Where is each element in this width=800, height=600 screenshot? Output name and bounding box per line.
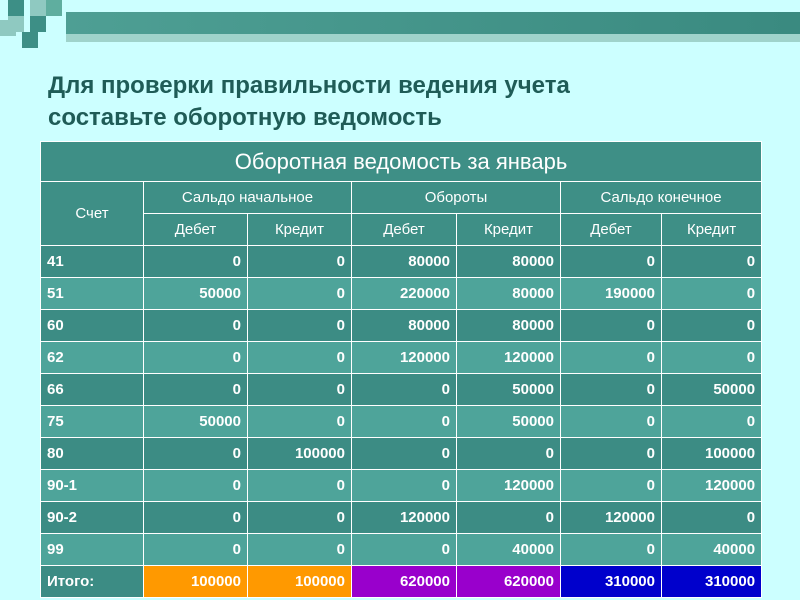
cell-value: 0 bbox=[144, 502, 248, 534]
cell-value: 0 bbox=[561, 438, 662, 470]
cell-value: 120000 bbox=[352, 342, 457, 374]
cell-value: 0 bbox=[561, 470, 662, 502]
cell-value: 80000 bbox=[457, 310, 561, 342]
cell-value: 100000 bbox=[248, 438, 352, 470]
cell-value: 0 bbox=[248, 342, 352, 374]
table-row bbox=[41, 342, 762, 374]
cell-value: 0 bbox=[561, 246, 662, 278]
cell-value: 0 bbox=[662, 278, 762, 310]
cell-account: 51 bbox=[41, 278, 144, 310]
cell-value: 0 bbox=[561, 342, 662, 374]
header-opening-credit: Кредит bbox=[248, 214, 352, 246]
header-turnover-credit: Кредит bbox=[457, 214, 561, 246]
cell-account: 90-2 bbox=[41, 502, 144, 534]
cell-value: 40000 bbox=[662, 534, 762, 566]
cell-value: 0 bbox=[352, 438, 457, 470]
header-account: Счет bbox=[41, 182, 144, 246]
cell-value: 0 bbox=[248, 470, 352, 502]
cell-value: 0 bbox=[144, 438, 248, 470]
cell-value: 0 bbox=[662, 310, 762, 342]
table-row bbox=[41, 502, 762, 534]
table-row bbox=[41, 470, 762, 502]
cell-value: 80000 bbox=[457, 246, 561, 278]
total-turnover-credit: 620000 bbox=[457, 566, 561, 598]
cell-value: 0 bbox=[248, 278, 352, 310]
cell-value: 50000 bbox=[457, 406, 561, 438]
cell-value: 80000 bbox=[352, 310, 457, 342]
cell-value: 0 bbox=[248, 246, 352, 278]
cell-value: 0 bbox=[561, 374, 662, 406]
cell-value: 120000 bbox=[457, 342, 561, 374]
table-row bbox=[41, 310, 762, 342]
total-opening-credit: 100000 bbox=[248, 566, 352, 598]
table-row bbox=[41, 406, 762, 438]
table-row bbox=[41, 374, 762, 406]
cell-account: 99 bbox=[41, 534, 144, 566]
total-closing-debit: 310000 bbox=[561, 566, 662, 598]
cell-value: 0 bbox=[248, 374, 352, 406]
cell-value: 0 bbox=[457, 438, 561, 470]
cell-value: 0 bbox=[352, 534, 457, 566]
header-turnover: Обороты bbox=[352, 182, 561, 214]
cell-account: 90-1 bbox=[41, 470, 144, 502]
cell-value: 0 bbox=[248, 502, 352, 534]
table-title: Оборотная ведомость за январь bbox=[41, 142, 762, 182]
cell-value: 50000 bbox=[457, 374, 561, 406]
cell-account: 66 bbox=[41, 374, 144, 406]
turnover-sheet-table bbox=[40, 141, 762, 598]
cell-value: 0 bbox=[144, 310, 248, 342]
cell-account: 80 bbox=[41, 438, 144, 470]
cell-value: 120000 bbox=[352, 502, 457, 534]
cell-account: 41 bbox=[41, 246, 144, 278]
cell-value: 80000 bbox=[352, 246, 457, 278]
heading-line-2: составьте оборотную ведомость bbox=[48, 104, 442, 131]
cell-value: 0 bbox=[561, 310, 662, 342]
cell-value: 50000 bbox=[662, 374, 762, 406]
total-closing-credit: 310000 bbox=[662, 566, 762, 598]
cell-value: 0 bbox=[561, 534, 662, 566]
cell-value: 80000 bbox=[457, 278, 561, 310]
cell-value: 0 bbox=[248, 310, 352, 342]
total-opening-debit: 100000 bbox=[144, 566, 248, 598]
table-row bbox=[41, 278, 762, 310]
cell-account: 62 bbox=[41, 342, 144, 374]
cell-value: 0 bbox=[352, 406, 457, 438]
cell-value: 0 bbox=[144, 470, 248, 502]
cell-value: 190000 bbox=[561, 278, 662, 310]
cell-value: 0 bbox=[144, 246, 248, 278]
cell-value: 120000 bbox=[457, 470, 561, 502]
cell-value: 0 bbox=[457, 502, 561, 534]
cell-value: 100000 bbox=[662, 438, 762, 470]
heading-line-1: Для проверки правильности ведения учета bbox=[48, 72, 570, 99]
table-row bbox=[41, 246, 762, 278]
table-row bbox=[41, 438, 762, 470]
cell-value: 0 bbox=[662, 342, 762, 374]
total-row bbox=[41, 566, 762, 598]
cell-value: 0 bbox=[662, 406, 762, 438]
cell-value: 40000 bbox=[457, 534, 561, 566]
cell-value: 50000 bbox=[144, 406, 248, 438]
cell-value: 0 bbox=[144, 374, 248, 406]
cell-value: 50000 bbox=[144, 278, 248, 310]
cell-value: 120000 bbox=[561, 502, 662, 534]
header-turnover-debit: Дебет bbox=[352, 214, 457, 246]
total-label: Итого: bbox=[41, 566, 144, 598]
cell-value: 0 bbox=[144, 534, 248, 566]
cell-value: 220000 bbox=[352, 278, 457, 310]
cell-account: 75 bbox=[41, 406, 144, 438]
cell-value: 0 bbox=[662, 246, 762, 278]
cell-value: 0 bbox=[352, 470, 457, 502]
cell-value: 0 bbox=[248, 534, 352, 566]
header-opening-debit: Дебет bbox=[144, 214, 248, 246]
page-heading bbox=[48, 70, 748, 134]
header-closing-balance: Сальдо конечное bbox=[561, 182, 762, 214]
cell-value: 0 bbox=[248, 406, 352, 438]
cell-account: 60 bbox=[41, 310, 144, 342]
header-closing-debit: Дебет bbox=[561, 214, 662, 246]
cell-value: 0 bbox=[662, 502, 762, 534]
header-closing-credit: Кредит bbox=[662, 214, 762, 246]
cell-value: 120000 bbox=[662, 470, 762, 502]
cell-value: 0 bbox=[561, 406, 662, 438]
cell-value: 0 bbox=[144, 342, 248, 374]
total-turnover-debit: 620000 bbox=[352, 566, 457, 598]
header-opening-balance: Сальдо начальное bbox=[144, 182, 352, 214]
cell-value: 0 bbox=[352, 374, 457, 406]
table-row bbox=[41, 534, 762, 566]
